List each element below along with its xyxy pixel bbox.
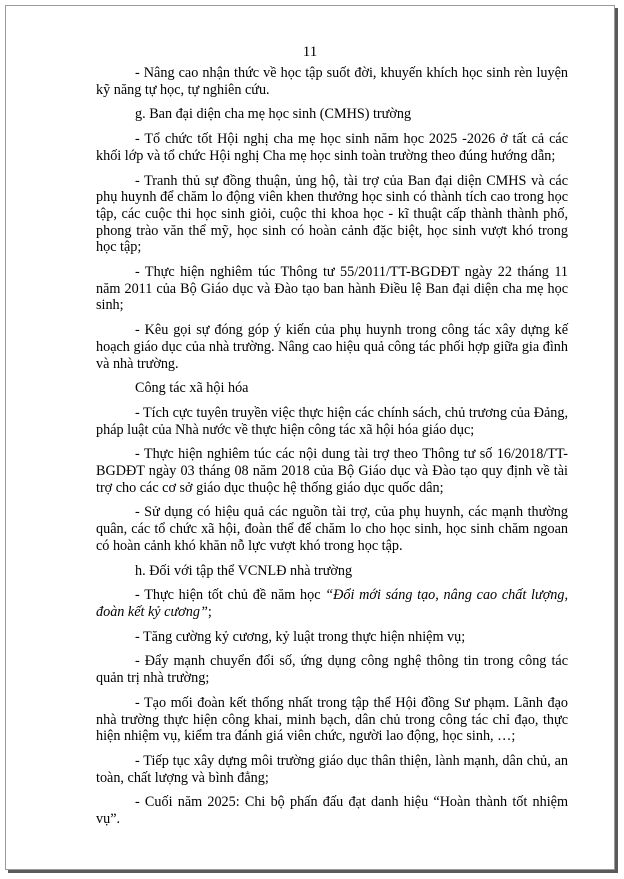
paragraph-discipline: - Tăng cường kỷ cương, kỷ luật trong thực hiện nhiệm vụ;	[135, 628, 466, 645]
page-number: 11	[302, 44, 318, 60]
paragraph-lifelong-learning: - Nâng cao nhận thức về học tập suốt đời, khuyến khích học sinh rèn luyện kỹ năng tự học, tự nghiên cứu.	[96, 65, 568, 98]
paragraph-year-end-goal: - Cuối năm 2025: Chi bộ phấn đấu đạt danh hiệu “Hoàn thành tốt nhiệm vụ”.	[96, 794, 568, 828]
paragraph-circular-55: - Thực hiện nghiêm túc Thông tư 55/2011/TT-BGDĐT ngày 22 tháng 11 năm 2011 của Bộ Giáo dục và Đào tạo ban hành Điều lệ Ban đại diện cha mẹ học sinh;	[96, 264, 568, 314]
theme-prefix: - Thực hiện tốt chủ đề năm học	[135, 587, 326, 604]
document-page	[5, 5, 615, 870]
paragraph-sponsorship-use: - Sử dụng có hiệu quả các nguồn tài trợ, của phụ huynh, các mạnh thường quân, các tổ chức xã hội, đoàn thể để chăm lo cho học sinh, học sinh chăm ngoan có hoàn cảnh khó khăn nỗ lực vượt khó trong học tập.	[96, 504, 568, 554]
paragraph-school-year-theme	[96, 587, 568, 620]
paragraph-digital-transformation: - Đẩy mạnh chuyển đổi số, ứng dụng công nghệ thông tin trong công tác quản trị nhà trường;	[96, 653, 568, 687]
page-body	[96, 65, 568, 836]
paragraph-solidarity: - Tạo mối đoàn kết thống nhất trong tập thể Hội đồng Sư phạm. Lãnh đạo nhà trường thực hiện công khai, minh bạch, dân chủ trong công tác chỉ đạo, thực hiện nhiệm vụ, kiểm tra đánh giá viên chức, người lao động, học sinh, …;	[96, 694, 568, 745]
section-heading-parents-board: g. Ban đại diện cha mẹ học sinh (CMHS) trường	[135, 106, 412, 123]
theme-quote: “Đổi mới sáng tạo, nâng cao chất lượng, đoàn kết kỷ cương”	[96, 587, 569, 620]
paragraph-parents-conference: - Tổ chức tốt Hội nghị cha mẹ học sinh năm học 2025 -2026 ở tất cả các khối lớp và tổ chức Hội nghị Cha mẹ học sinh toàn trường theo đúng hướng dẫn;	[96, 131, 568, 164]
paragraph-propaganda: - Tích cực tuyên truyền việc thực hiện các chính sách, chủ trương của Đảng, pháp luật của Nhà nước về thực hiện công tác xã hội hóa giáo dục;	[96, 404, 568, 438]
paragraph-parents-support: - Tranh thủ sự đồng thuận, ủng hộ, tài trợ của Ban đại diện CMHS và các phụ huynh để chăm lo động viên khen thưởng học sinh có thành tích cao trong học tập, các cuộc thi học sinh giỏi, cuộc thi khoa học - kĩ thuật cấp thành thành phố, phong trào văn thể mỹ, học sinh có hoàn cảnh đặc biệt, học sinh vượt khó trong học tập;	[96, 172, 568, 256]
section-heading-socialization: Công tác xã hội hóa	[135, 380, 249, 397]
paragraph-circular-16: - Thực hiện nghiêm túc các nội dung tài trợ theo Thông tư số 16/2018/TT-BGDĐT ngày 03 tháng 08 năm 2018 của Bộ Giáo dục và Đào tạo quy định về tài trợ cho các cơ sở giáo dục thuộc hệ thống giáo dục quốc dân;	[96, 446, 568, 496]
paragraph-parents-feedback: - Kêu gọi sự đóng góp ý kiến của phụ huynh trong công tác xây dựng kế hoạch giáo dục của nhà trường. Nâng cao hiệu quả công tác phối hợp giữa gia đình và nhà trường.	[96, 322, 568, 372]
paragraph-friendly-environment: - Tiếp tục xây dựng môi trường giáo dục thân thiện, lành mạnh, dân chủ, an toàn, chất lượng và bình đẳng;	[96, 752, 568, 786]
section-heading-staff: h. Đối với tập thể VCNLĐ nhà trường	[135, 562, 353, 579]
theme-suffix: ;	[207, 603, 212, 620]
